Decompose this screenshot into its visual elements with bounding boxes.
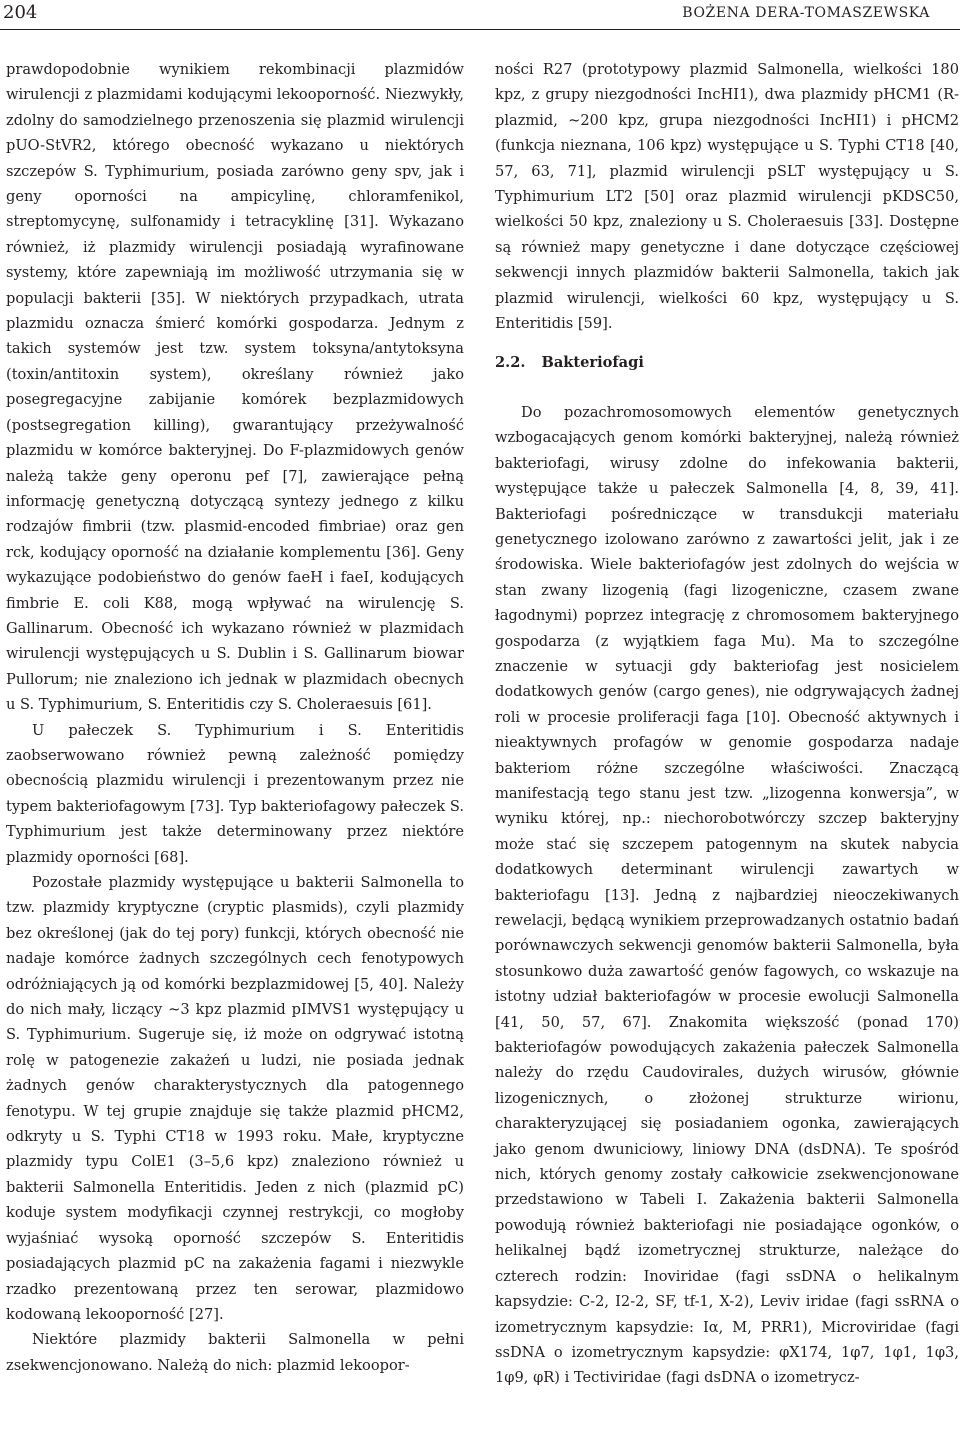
left-paragraph-4: Niektóre plazmidy bakterii Salmonella w pełni zsekwencjonowano. Należą do nich: plazmid lekoopor- [6, 1331, 464, 1374]
left-paragraph-1: prawdopodobnie wynikiem rekombinacji plazmidów wirulencji z plazmidami kodującymi lekooporność. Niezwykły, zdolny do samodzielnego przenoszenia się plazmid wirulencji pUO-StVR2, którego obecność wykazano u niektórych szczepów S. Typhimurium, posiada zarówno geny spv, jak i geny oporności na ampicylinę, chloramfenikol, streptomycynę, sulfonamidy i tetracyklinę [31]. Wykazano również, iż plazmidy wirulencji posiadają wyrafinowane systemy, które zapewniają im możliwość utrzymania się w populacji bakterii [35]. W niektórych przypadkach, utrata plazmidu oznacza śmierć komórki gospodarza. Jednym z takich systemów jest tzw. system toksyna/antytoksyna (toxin/antitoxin system), określany również jako posegregacyjne zabijanie komórek bezplazmidowych (postsegregation killing), gwarantujący przeżywalność plazmidu w komórce bakteryjnej. Do F-plazmidowych genów należą także geny operonu pef [7], zawierające pełną informację genetyczną dotyczącą syntezy jednego z kilku rodzajów fimbrii (tzw. plasmid-encoded fimbriae) oraz gen rck, kodujący oporność na działanie komplementu [36]. Geny wykazujące podobieństwo do genów faeH i faeI, kodujących fimbrie E. coli K88, mogą wpływać na wirulencję S. Gallinarum. Obecność ich wykazano również w plazmidach wirulencji występujących u S. Dublin i S. Gallinarum biowar Pullorum; nie znaleziono ich jednak w plazmidach obecnych u S. Typhimurium, S. Enteritidis czy S. Choleraesuis [61]. [6, 61, 464, 714]
section-number: 2.2. [495, 354, 526, 372]
left-column [6, 57, 464, 1378]
section-title: Bakteriofagi [541, 354, 644, 372]
header-rule [0, 29, 960, 30]
right-paragraph-1: ności R27 (prototypowy plazmid Salmonella, wielkości 180 kpz, z grupy niezgodności IncHI1), dwa plazmidy pHCM1 (R-plazmid, ~200 kpz, grupa niezgodności IncHI1) i pHCM2 (funkcja nieznana, 106 kpz) występujące u S. Typhi CT18 [40, 57, 63, 71], plazmid wirulencji pSLT występujący u S. Typhimurium LT2 [50] oraz plazmid wirulencji pKDSC50, wielkości 50 kpz, znaleziony u S. Choleraesuis [33]. Dostępne są również mapy genetyczne i dane dotyczące częściowej sekwencji innych plazmidów bakterii Salmonella, takich jak plazmid wirulencji, wielkości 60 kpz, występujący u S. Enteritidis [59]. [495, 61, 959, 333]
left-paragraph-3: Pozostałe plazmidy występujące u bakterii Salmonella to tzw. plazmidy kryptyczne (cryptic plasmids), czyli plazmidy bez określonej (jak do tej pory) funkcji, których obecność nie nadaje komórce żadnych szczególnych cech fenotypowych odróżniających ją od komórki bezplazmidowej [5, 40]. Należy do nich mały, liczący ~3 kpz plazmid pIMVS1 występujący u S. Typhimurium. Sugeruje się, iż może on odgrywać istotną rolę w patogenezie zakażeń u ludzi, nie posiada jednak żadnych genów charakterystycznych dla patogennego fenotypu. W tej grupie znajduje się także plazmid pHCM2, odkryty u S. Typhi CT18 w 1993 roku. Małe, kryptyczne plazmidy typu ColE1 (3–5,6 kpz) znaleziono również u bakterii Salmonella Enteritidis. Jeden z nich (plazmid pC) koduje system modyfikacji czynnej restrykcji, co mogłoby wyjaśniać wysoką oporność szczepów S. Enteritidis posiadających plazmid pC na zakażenia fagami i niezwykle rzadko prezentowaną przez ten serowar, plazmidowo kodowaną lekooporność [27]. [6, 874, 464, 1323]
right-paragraph-2: Do pozachromosomowych elementów genetycznych wzbogacających genom komórki bakteryjnej, należą również bakteriofagi, wirusy zdolne do infekowania bakterii, występujące także u pałeczek Salmonella [4, 8, 39, 41]. Bakteriofagi pośredniczące w transdukcji materiału genetycznego izolowano zarówno z zawartości jelit, jak i ze środowiska. Wiele bakteriofagów jest zdolnych do wejścia w stan zwany lizogenią (fagi lizogeniczne, czasem zwane łagodnymi) poprzez integrację z chromosomem bakteryjnego gospodarza (z wyjątkiem faga Mu). Ma to szczególne znaczenie w sytuacji gdy bakteriofag jest nosicielem dodatkowych genów (cargo genes), nie odgrywających żadnej roli w procesie proliferacji faga [10]. Obecność aktywnych i nieaktywnych profagów w genomie gospodarza nadaje bakteriom różne szczególne właściwości. Znaczącą manifestacją tego stanu jest tzw. „lizogenna konwersja”, w wyniku której, np.: niechorobotwórczy szczep bakteryjny może stać się szczepem patogennym na skutek nabycia dodatkowych determinant wirulencji zawartych w bakteriofagu [13]. Jedną z najbardziej nieoczekiwanych rewelacji, będącą wynikiem przeprowadzanych ostatnio badań porównawczych sekwencji genomów bakterii Salmonella, była stosunkowo duża zawartość genów fagowych, co wskazuje na istotny udział bakteriofagów w procesie ewolucji Salmonella [41, 50, 57, 67]. Znakomita większość (ponad 170) bakteriofagów powodujących zakażenia pałeczek Salmonella należy do rzędu Caudovirales, dużych wirusów, głównie lizogenicznych, o złożonej strukturze wirionu, charakteryzującej się posiadaniem ogonka, zawierających jako genom dwuniciowy, liniowy DNA (dsDNA). Te spośród nich, których genomy zostały całkowicie zsekwencjonowane przedstawiono w Tabeli I. Zakażenia bakterii Salmonella powodują również bakteriofagi nie posiadające ogonków, o helikalnej bądź izometrycznej strukturze, należące do czterech rodzin: Inoviridae (fagi ssDNA o helikalnym kapsydzie: C-2, I2-2, SF, tf-1, X-2), Leviv iridae (fagi ssRNA o izometrycznym kapsydzie: Iα, M, PRR1), Microviridae (fagi ssDNA o izometrycznym kapsydzie: φX174, 1φ7, 1φ1, 1φ3, 1φ9, φR) i Tectiviridae (fagi dsDNA o izometrycz- [495, 403, 959, 1387]
section-heading [495, 350, 959, 375]
page-number: 204 [3, 2, 38, 23]
running-head: BOŻENA DERA-TOMASZEWSKA [682, 5, 930, 21]
right-column [495, 57, 959, 1391]
page-header [0, 0, 960, 30]
left-paragraph-2: U pałeczek S. Typhimurium i S. Enteritidis zaobserwowano również pewną zależność pomiędzy obecnością plazmidu wirulencji i prezentowanym przez nie typem bakteriofagowym [73]. Typ bakteriofagowy pałeczek S. Typhimurium jest także determinowany przez niektóre plazmidy oporności [68]. [6, 721, 464, 866]
